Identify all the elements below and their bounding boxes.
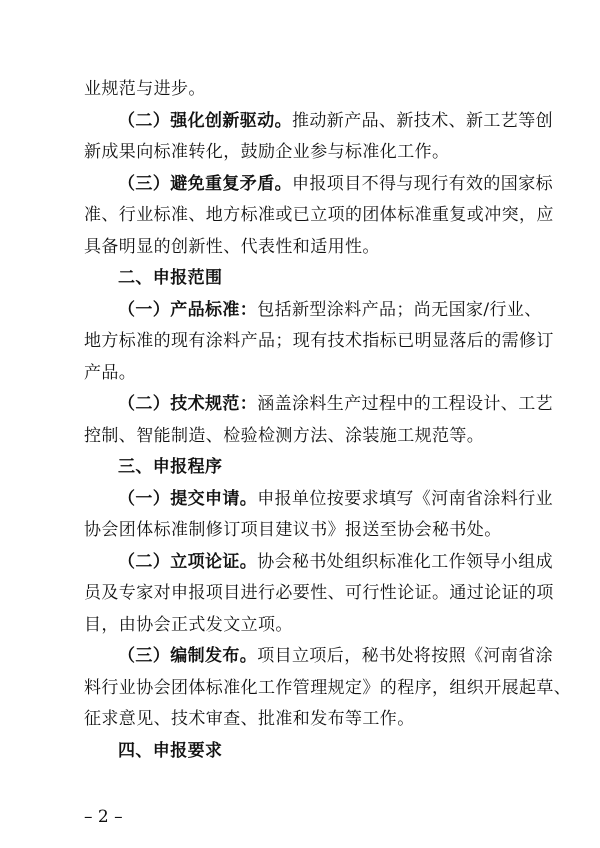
paragraph-line — [84, 519, 524, 541]
text: 推动新产品、新技术、新工艺等创 — [292, 110, 553, 131]
subheading-text: （二）技术规范： — [118, 394, 258, 414]
paragraph-line — [84, 204, 554, 226]
text: 控制、智能制造、检验检测方法、涂装施工规范等。 — [84, 425, 485, 446]
section-heading-text: 四、申报要求 — [118, 740, 223, 761]
paragraph-line — [118, 645, 554, 667]
paragraph-line — [118, 299, 542, 321]
text: 协会团体标准制修订项目建议书》报送至协会秘书处。 — [84, 520, 502, 540]
page-number: – 2 – — [84, 807, 123, 827]
paragraph-line — [84, 141, 524, 163]
text: 业规范与进步。 — [84, 79, 206, 99]
text: 料行业协会团体标准化工作管理规定》的程序，组织开展起草、 — [84, 677, 572, 698]
paragraph-line — [118, 173, 553, 195]
paragraph-line — [84, 582, 554, 604]
text: 申报项目不得与现行有效的国家标 — [292, 173, 553, 194]
paragraph-line — [84, 708, 524, 730]
text: 具备明显的创新性、代表性和适用性。 — [84, 236, 380, 257]
paragraph-line — [118, 393, 554, 415]
section-heading — [118, 740, 524, 762]
paragraph-line — [84, 330, 554, 352]
text: 涵盖涂料生产过程中的工程设计、工艺 — [257, 394, 554, 414]
subheading-text: （二）强化创新驱动。 — [118, 110, 292, 131]
paragraph-line — [118, 488, 554, 510]
paragraph-line — [84, 362, 524, 384]
text: 新成果向标准转化，鼓励企业参与标准化工作。 — [84, 142, 450, 162]
subheading-text: （三）编制发布。 — [118, 646, 258, 666]
subheading-text: （一）产品标准： — [118, 299, 258, 320]
paragraph-line — [84, 78, 524, 100]
text: 产品。 — [84, 362, 137, 383]
text: 员及专家对申报项目进行必要性、可行性论证。通过论证的项 — [84, 583, 554, 603]
paragraph-line — [118, 110, 553, 132]
paragraph-line — [118, 551, 554, 573]
paragraph-line — [84, 677, 572, 699]
section-heading-text: 三、申报程序 — [118, 457, 223, 477]
text: 征求意见、技术审查、批准和发布等工作。 — [84, 709, 415, 729]
text: 目，由协会正式发文立项。 — [84, 614, 293, 635]
section-heading-text: 二、申报范围 — [118, 268, 223, 288]
subheading-text: （二）立项论证。 — [118, 551, 258, 572]
text: 协会秘书处组织标准化工作领导小组成 — [257, 551, 554, 572]
text: 地方标准的现有涂料产品；现有技术指标已明显落后的需修订 — [84, 331, 554, 351]
section-heading — [118, 267, 524, 289]
paragraph-line — [84, 614, 524, 636]
text: 申报单位按要求填写《河南省涂料行业 — [257, 488, 554, 509]
paragraph-line — [84, 236, 524, 258]
subheading-text: （一）提交申请。 — [118, 488, 258, 509]
text: 项目立项后，秘书处将按照《河南省涂 — [257, 646, 554, 666]
subheading-text: （三）避免重复矛盾。 — [118, 173, 292, 194]
section-heading — [118, 456, 524, 478]
text: 准、行业标准、地方标准或已立项的团体标准重复或冲突，应 — [84, 205, 554, 225]
text: 包括新型涂料产品；尚无国家/行业、 — [257, 299, 542, 320]
paragraph-line — [84, 425, 524, 447]
